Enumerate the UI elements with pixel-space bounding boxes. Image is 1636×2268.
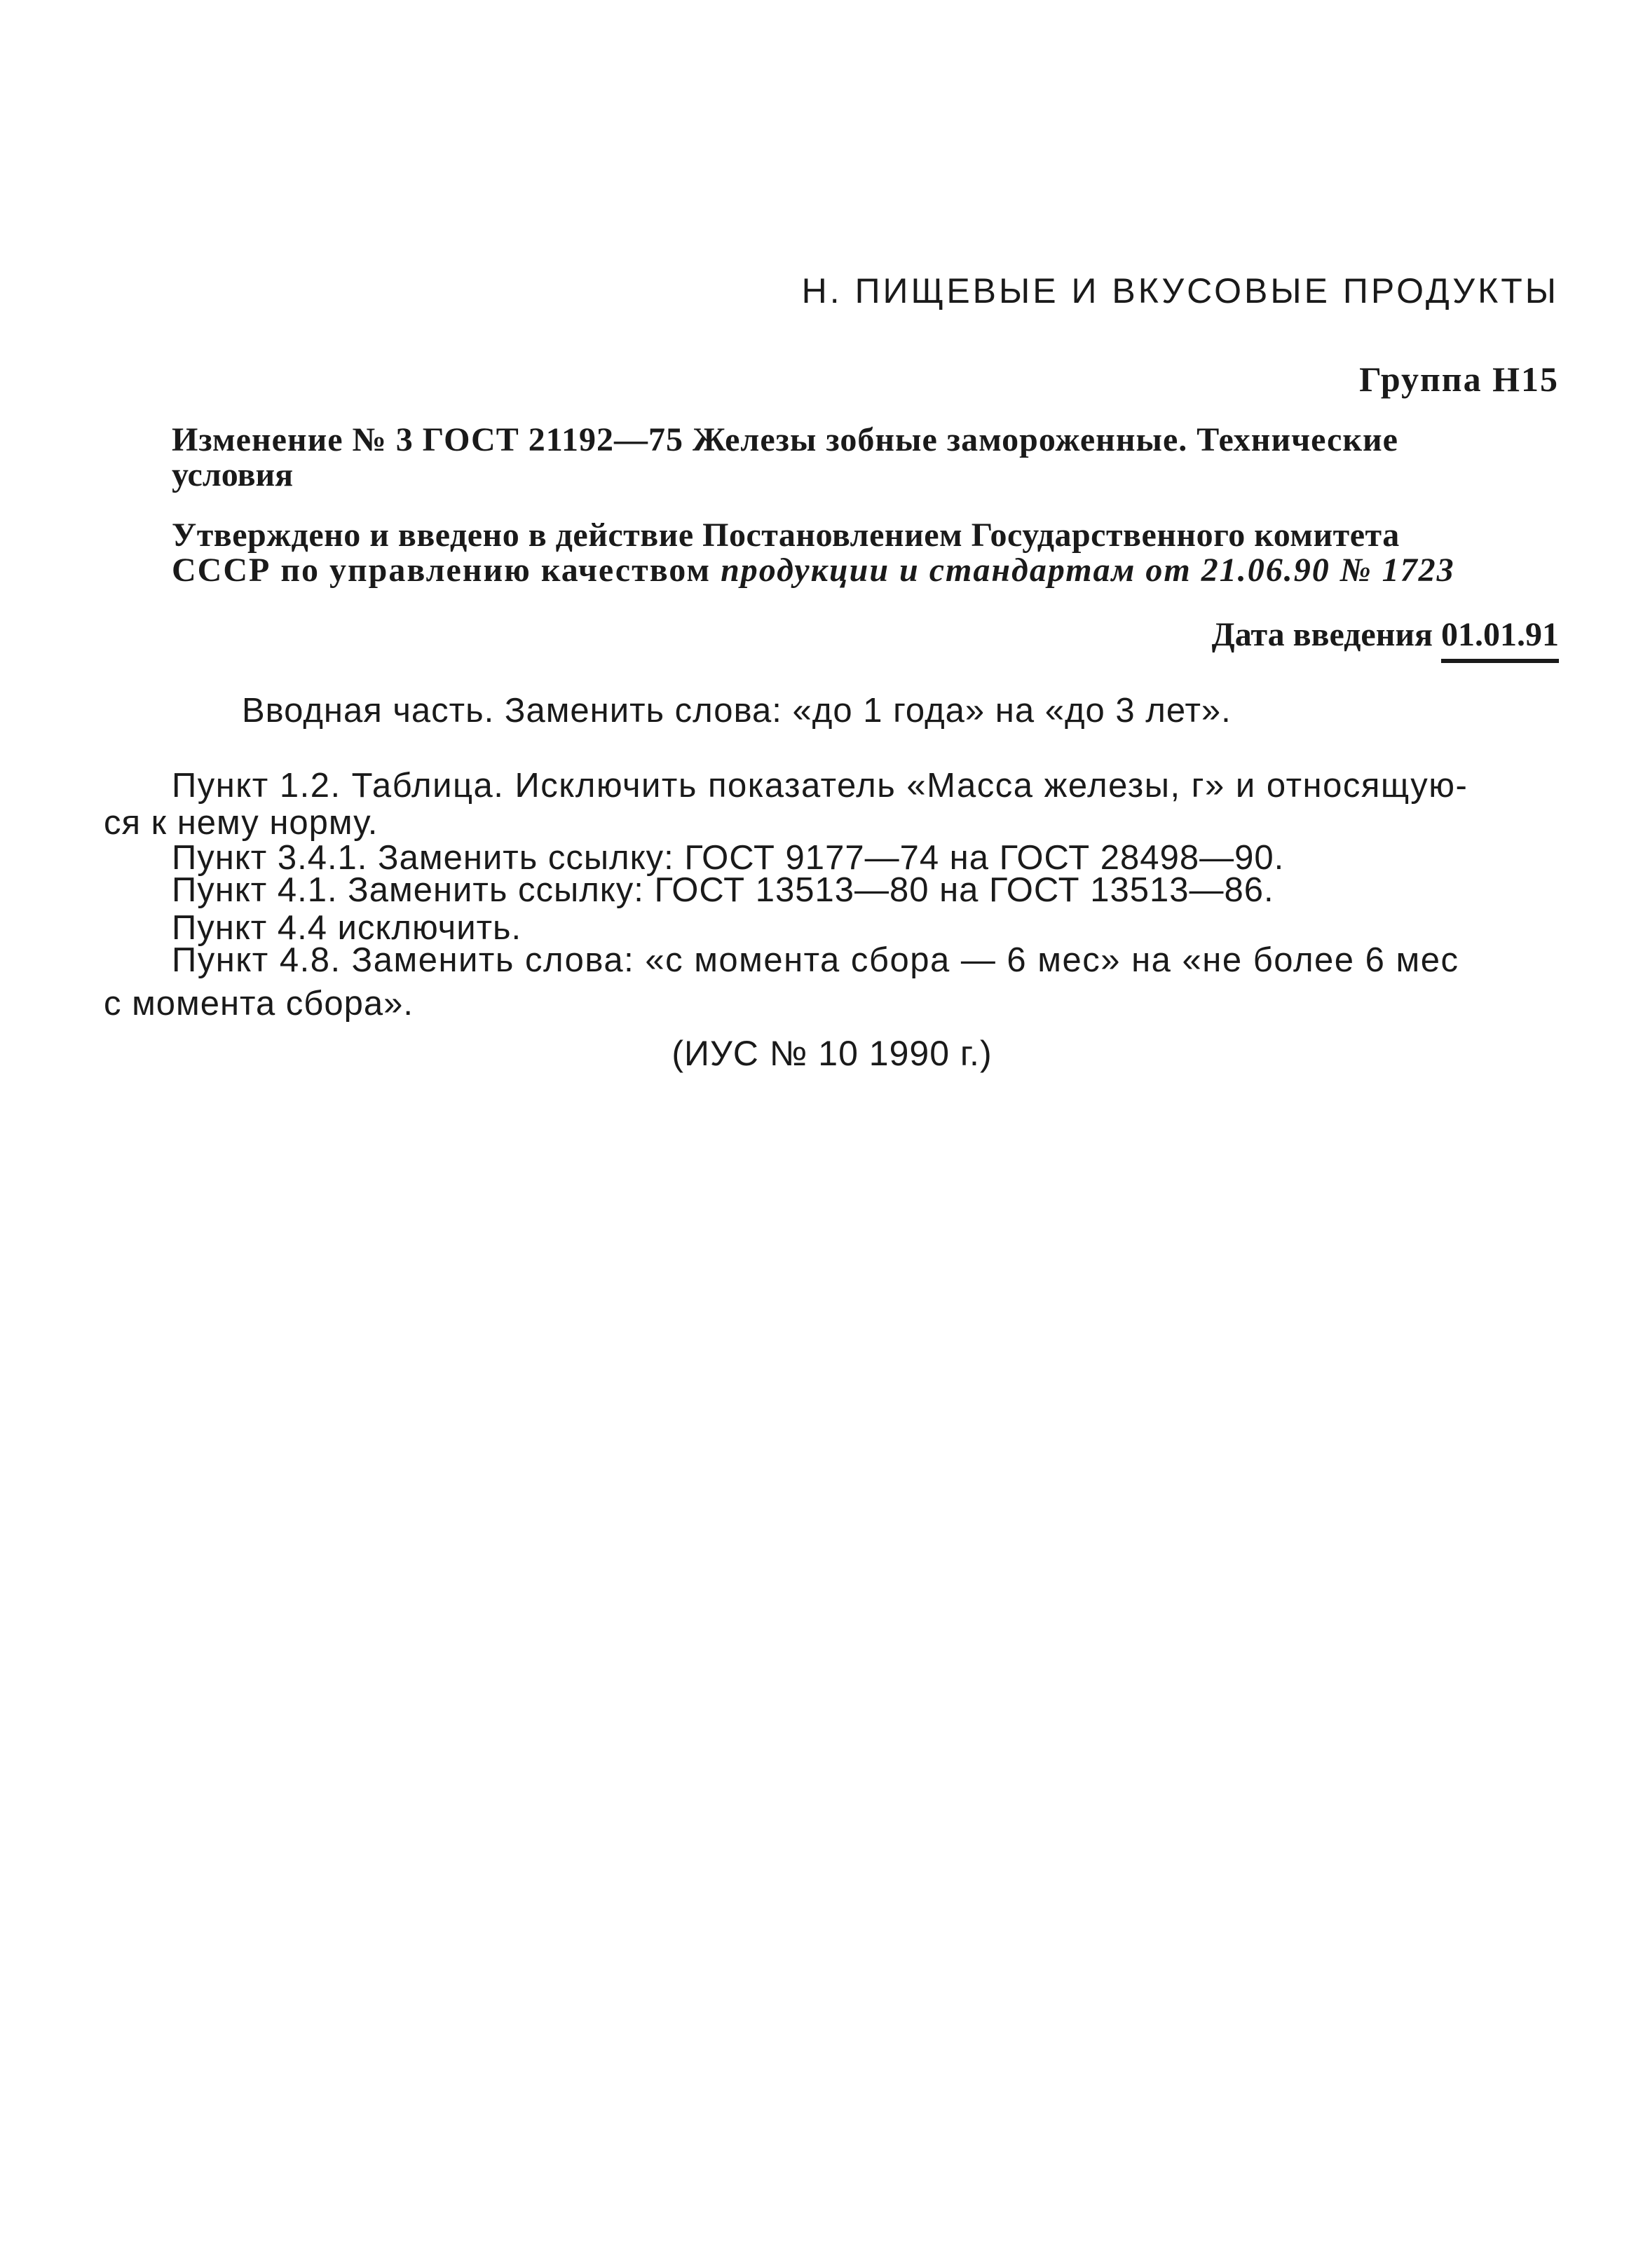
change-item-4-1: Пункт 4.1. Заменить ссылку: ГОСТ 13513—80 на ГОСТ 13513—86.: [172, 871, 1274, 909]
source-citation: (ИУС № 10 1990 г.): [672, 1034, 993, 1073]
approval-decree: от 21.06.90 № 1723: [1145, 552, 1455, 589]
approval-line-2: [172, 554, 1455, 587]
change-intro: Вводная часть. Заменить слова: «до 1 года» на «до 3 лет».: [242, 692, 1232, 730]
group-label: Группа Н15: [1359, 360, 1559, 399]
amendment-title-line-1: [172, 423, 1559, 457]
change-item-4-8-line-2: с момента сбора».: [104, 985, 414, 1023]
effective-date: [1212, 618, 1559, 663]
effective-date-value: 01.01.91: [1441, 618, 1559, 663]
approval-committee: СССР по управлению качеством: [172, 552, 711, 589]
amendment-title-line-2: условия: [172, 456, 294, 493]
change-item-1-2-line-1: Пункт 1.2. Таблица. Исключить показатель «Масса железы, г» и относящую-: [172, 767, 1468, 805]
change-item-4-8-line-1: Пункт 4.8. Заменить слова: «с момента сбора — 6 мес» на «не более 6 мес: [172, 941, 1459, 979]
effective-date-label: Дата введения: [1211, 616, 1433, 653]
change-item-1-2-line-2: ся к нему норму.: [104, 804, 379, 842]
section-heading: Н. ПИЩЕВЫЕ И ВКУСОВЫЕ ПРОДУКТЫ: [801, 271, 1559, 310]
approval-line-1: Утверждено и введено в действие Постановлением Государственного комитета: [172, 517, 1400, 554]
change-item-4-4: Пункт 4.4 исключить.: [172, 909, 522, 947]
approval-standards: продукции и стандартам: [721, 552, 1136, 589]
amendment-title-text: Изменение № 3 ГОСТ 21192—75 Железы зобные замороженные. Технические: [172, 421, 1398, 458]
change-item-3-4-1: Пункт 3.4.1. Заменить ссылку: ГОСТ 9177—74 на ГОСТ 28498—90.: [172, 839, 1285, 877]
